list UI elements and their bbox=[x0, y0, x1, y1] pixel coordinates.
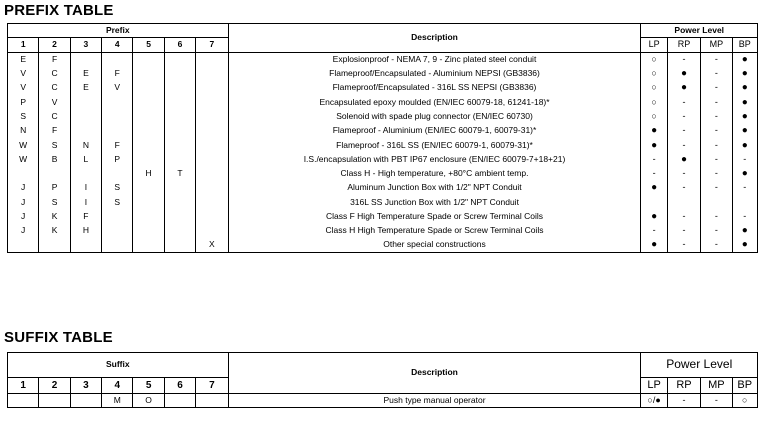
prefix_table-code-cell bbox=[70, 124, 101, 138]
prefix_table-code-cell bbox=[133, 152, 164, 166]
prefix_table-code-cell: V bbox=[8, 81, 39, 95]
prefix_table-code-cell: V bbox=[39, 95, 70, 109]
prefix_table-code-cell bbox=[133, 138, 164, 152]
prefix_table-col-header-6: 6 bbox=[164, 38, 195, 52]
prefix-table-title: PREFIX TABLE bbox=[4, 2, 114, 19]
prefix_table-power-cell-mp: - bbox=[701, 224, 732, 238]
suffix_table-code-cell bbox=[39, 394, 70, 408]
suffix_table-code-cell: O bbox=[133, 394, 164, 408]
table-row bbox=[8, 238, 758, 252]
suffix-power-header: Power Level bbox=[641, 353, 758, 378]
prefix_table-code-cell: J bbox=[8, 195, 39, 209]
suffix-table bbox=[7, 352, 758, 408]
prefix_table-col-header-3: 3 bbox=[70, 38, 101, 52]
prefix_table-power-cell-bp: ● bbox=[732, 138, 757, 152]
suffix_table-power-cell-mp: - bbox=[701, 394, 732, 408]
prefix_table-code-cell: C bbox=[39, 81, 70, 95]
suffix_table-power-col-mp: MP bbox=[701, 378, 732, 394]
prefix_table-code-cell bbox=[133, 210, 164, 224]
prefix_table-description-cell: Flameproof - Aluminium (EN/IEC 60079-1, 60079-31)* bbox=[228, 124, 641, 138]
prefix_table-code-cell bbox=[164, 124, 195, 138]
prefix_table-code-cell: E bbox=[8, 52, 39, 66]
prefix_table-code-cell bbox=[164, 138, 195, 152]
prefix_table-code-cell bbox=[133, 124, 164, 138]
prefix_table-col-header-2: 2 bbox=[39, 38, 70, 52]
table-row bbox=[8, 224, 758, 238]
prefix_table-code-cell: F bbox=[102, 138, 133, 152]
prefix_table-code-cell bbox=[133, 110, 164, 124]
prefix_table-code-cell bbox=[70, 110, 101, 124]
prefix_table-power-cell-bp: ● bbox=[732, 52, 757, 66]
prefix_table-col-header-5: 5 bbox=[133, 38, 164, 52]
prefix_table-power-cell-mp bbox=[701, 195, 732, 209]
prefix_table-code-cell bbox=[164, 181, 195, 195]
prefix_table-code-cell bbox=[102, 95, 133, 109]
prefix-description-header: Description bbox=[228, 24, 641, 53]
prefix_table-code-cell bbox=[133, 181, 164, 195]
prefix_table-power-cell-mp: - bbox=[701, 167, 732, 181]
prefix_table-code-cell: W bbox=[8, 152, 39, 166]
prefix_table-power-cell-bp: ● bbox=[732, 81, 757, 95]
prefix_table-code-cell bbox=[102, 238, 133, 252]
prefix_table-power-cell-lp: ● bbox=[641, 238, 667, 252]
prefix_table-code-cell bbox=[196, 67, 228, 81]
suffix_table-col-header-1: 1 bbox=[8, 378, 39, 394]
prefix_table-power-col-mp: MP bbox=[701, 38, 732, 52]
prefix_table-code-cell bbox=[70, 167, 101, 181]
prefix_table-description-cell: Class F High Temperature Spade or Screw Terminal Coils bbox=[228, 210, 641, 224]
prefix_table-description-cell: Solenoid with spade plug connector (EN/IEC 60730) bbox=[228, 110, 641, 124]
prefix_table-power-cell-lp: ● bbox=[641, 124, 667, 138]
prefix_table-power-cell-lp: - bbox=[641, 152, 667, 166]
prefix_table-code-cell bbox=[164, 210, 195, 224]
table-row bbox=[8, 152, 758, 166]
prefix_table-code-cell bbox=[196, 138, 228, 152]
prefix_table-power-cell-lp: ○ bbox=[641, 110, 667, 124]
prefix_table-code-cell bbox=[102, 124, 133, 138]
prefix_table-power-cell-lp: - bbox=[641, 167, 667, 181]
suffix_table-power-cell-rp: - bbox=[667, 394, 700, 408]
prefix_table-description-cell: Aluminum Junction Box with 1/2" NPT Conduit bbox=[228, 181, 641, 195]
prefix_table-code-cell: H bbox=[70, 224, 101, 238]
prefix_table-description-cell: 316L SS Junction Box with 1/2" NPT Conduit bbox=[228, 195, 641, 209]
prefix_table-code-cell: S bbox=[102, 195, 133, 209]
suffix_table-power-col-rp: RP bbox=[667, 378, 700, 394]
prefix_table-code-cell bbox=[39, 167, 70, 181]
prefix_table-code-cell bbox=[70, 52, 101, 66]
suffix_table-power-col-bp: BP bbox=[732, 378, 757, 394]
prefix-power-header: Power Level bbox=[641, 24, 758, 38]
prefix_table-power-cell-bp: ● bbox=[732, 110, 757, 124]
prefix_table-code-cell: S bbox=[102, 181, 133, 195]
table-row bbox=[8, 95, 758, 109]
prefix_table-code-cell: V bbox=[102, 81, 133, 95]
prefix_table-code-cell: S bbox=[39, 195, 70, 209]
prefix_table-code-cell bbox=[102, 52, 133, 66]
prefix_table-power-cell-bp: ● bbox=[732, 95, 757, 109]
suffix_table-code-cell bbox=[8, 394, 39, 408]
prefix_table-code-cell: F bbox=[39, 124, 70, 138]
prefix_table-power-cell-lp: - bbox=[641, 224, 667, 238]
suffix_table-col-header-7: 7 bbox=[196, 378, 228, 394]
prefix_table-code-cell bbox=[196, 195, 228, 209]
suffix_table-col-header-4: 4 bbox=[102, 378, 133, 394]
table-row bbox=[8, 124, 758, 138]
prefix_table-description-cell: I.S./encapsulation with PBT IP67 enclosure (EN/IEC 60079-7+18+21) bbox=[228, 152, 641, 166]
prefix_table-code-cell: P bbox=[8, 95, 39, 109]
prefix_table-code-cell bbox=[196, 181, 228, 195]
prefix_table-code-cell bbox=[164, 195, 195, 209]
prefix_table-power-cell-bp bbox=[732, 195, 757, 209]
prefix_table-code-cell bbox=[39, 238, 70, 252]
prefix_table-power-cell-rp: - bbox=[667, 110, 700, 124]
prefix_table-code-cell bbox=[164, 95, 195, 109]
prefix_table-power-cell-lp: ○ bbox=[641, 81, 667, 95]
prefix_table-code-cell: C bbox=[39, 67, 70, 81]
prefix-table bbox=[7, 23, 758, 253]
prefix_table-power-col-rp: RP bbox=[667, 38, 700, 52]
prefix_table-power-cell-rp: - bbox=[667, 210, 700, 224]
prefix_table-power-cell-mp: - bbox=[701, 181, 732, 195]
prefix_table-col-header-4: 4 bbox=[102, 38, 133, 52]
suffix_table-col-header-6: 6 bbox=[164, 378, 195, 394]
prefix_table-code-cell: F bbox=[102, 67, 133, 81]
prefix_table-code-cell bbox=[164, 67, 195, 81]
suffix_table-col-header-5: 5 bbox=[133, 378, 164, 394]
prefix_table-code-cell: F bbox=[39, 52, 70, 66]
prefix_table-code-cell bbox=[164, 110, 195, 124]
prefix_table-code-cell bbox=[196, 124, 228, 138]
prefix_table-code-cell: E bbox=[70, 81, 101, 95]
prefix_table-power-cell-mp: - bbox=[701, 95, 732, 109]
prefix_table-code-cell: N bbox=[70, 138, 101, 152]
prefix_table-code-cell: F bbox=[70, 210, 101, 224]
table-row bbox=[8, 210, 758, 224]
prefix_table-power-cell-mp: - bbox=[701, 238, 732, 252]
table-row bbox=[8, 394, 758, 408]
prefix_table-code-cell bbox=[196, 52, 228, 66]
prefix_table-code-cell bbox=[164, 224, 195, 238]
prefix_table-power-cell-lp: ○ bbox=[641, 95, 667, 109]
table-row bbox=[8, 138, 758, 152]
prefix_table-power-cell-bp: ● bbox=[732, 67, 757, 81]
prefix_table-code-cell: C bbox=[39, 110, 70, 124]
prefix_table-description-cell: Encapsulated epoxy moulded (EN/IEC 60079-18, 61241-18)* bbox=[228, 95, 641, 109]
prefix_table-description-cell: Explosionproof - NEMA 7, 9 - Zinc plated steel conduit bbox=[228, 52, 641, 66]
prefix_table-power-col-bp: BP bbox=[732, 38, 757, 52]
prefix_table-code-cell: V bbox=[8, 67, 39, 81]
prefix_table-power-cell-bp: ● bbox=[732, 167, 757, 181]
suffix-description-header: Description bbox=[228, 353, 641, 394]
prefix_table-power-cell-mp: - bbox=[701, 81, 732, 95]
prefix_table-code-cell: B bbox=[39, 152, 70, 166]
suffix_table-power-cell-bp: ○ bbox=[732, 394, 757, 408]
prefix_table-code-cell: J bbox=[8, 210, 39, 224]
suffix_table-col-header-3: 3 bbox=[70, 378, 101, 394]
prefix_table-code-cell: P bbox=[39, 181, 70, 195]
prefix_table-power-cell-rp: ● bbox=[667, 152, 700, 166]
prefix_table-power-cell-bp: - bbox=[732, 210, 757, 224]
prefix_table-description-cell: Flameproof - 316L SS (EN/IEC 60079-1, 60079-31)* bbox=[228, 138, 641, 152]
prefix_table-code-cell bbox=[164, 52, 195, 66]
prefix_table-description-cell: Flameproof/Encapsulated - Aluminium NEPSI (GB3836) bbox=[228, 67, 641, 81]
prefix_table-code-cell bbox=[102, 210, 133, 224]
prefix_table-description-cell: Other special constructions bbox=[228, 238, 641, 252]
prefix_table-power-cell-mp: - bbox=[701, 152, 732, 166]
prefix_table-code-cell: K bbox=[39, 210, 70, 224]
prefix_table-code-cell: P bbox=[102, 152, 133, 166]
suffix_table-power-cell-lp: ○/● bbox=[641, 394, 667, 408]
prefix_table-power-cell-lp: ○ bbox=[641, 67, 667, 81]
prefix_table-code-cell bbox=[133, 52, 164, 66]
prefix_table-power-cell-lp: ○ bbox=[641, 52, 667, 66]
prefix_table-code-cell: X bbox=[196, 238, 228, 252]
prefix_table-code-cell bbox=[8, 167, 39, 181]
prefix_table-description-cell: Class H High Temperature Spade or Screw Terminal Coils bbox=[228, 224, 641, 238]
prefix_table-code-cell: N bbox=[8, 124, 39, 138]
prefix_table-code-cell bbox=[102, 224, 133, 238]
prefix_table-power-cell-rp bbox=[667, 195, 700, 209]
prefix_table-power-cell-mp: - bbox=[701, 67, 732, 81]
suffix_table-code-cell: M bbox=[102, 394, 133, 408]
prefix_table-code-cell bbox=[133, 95, 164, 109]
table-row bbox=[8, 67, 758, 81]
prefix_table-power-cell-rp: - bbox=[667, 138, 700, 152]
table-row bbox=[8, 181, 758, 195]
prefix_table-power-cell-mp: - bbox=[701, 52, 732, 66]
prefix_table-power-cell-lp: ● bbox=[641, 181, 667, 195]
prefix_table-code-cell bbox=[196, 224, 228, 238]
prefix_table-power-cell-rp: - bbox=[667, 167, 700, 181]
prefix_table-code-cell: K bbox=[39, 224, 70, 238]
prefix_table-power-cell-lp: ● bbox=[641, 210, 667, 224]
prefix_table-code-cell bbox=[196, 81, 228, 95]
prefix_table-power-col-lp: LP bbox=[641, 38, 667, 52]
prefix_table-code-cell bbox=[196, 110, 228, 124]
table-row bbox=[8, 52, 758, 66]
prefix_table-code-cell bbox=[70, 95, 101, 109]
table-row bbox=[8, 167, 758, 181]
suffix_table-description-cell: Push type manual operator bbox=[228, 394, 641, 408]
prefix_table-code-cell bbox=[102, 167, 133, 181]
prefix_table-code-cell bbox=[196, 95, 228, 109]
prefix_table-code-cell: T bbox=[164, 167, 195, 181]
prefix_table-code-cell bbox=[164, 81, 195, 95]
prefix_table-power-cell-mp: - bbox=[701, 138, 732, 152]
prefix_table-code-cell: I bbox=[70, 181, 101, 195]
suffix-table-title: SUFFIX TABLE bbox=[4, 329, 113, 346]
prefix_table-code-cell: J bbox=[8, 181, 39, 195]
prefix_table-code-cell bbox=[196, 210, 228, 224]
prefix_table-power-cell-rp: ● bbox=[667, 81, 700, 95]
prefix_table-power-cell-rp: - bbox=[667, 224, 700, 238]
prefix_table-code-cell bbox=[133, 238, 164, 252]
prefix_table-code-cell: E bbox=[70, 67, 101, 81]
prefix_table-power-cell-lp: ● bbox=[641, 138, 667, 152]
prefix_table-code-cell bbox=[102, 110, 133, 124]
prefix_table-power-cell-rp: - bbox=[667, 238, 700, 252]
suffix-group-header: Suffix bbox=[8, 353, 229, 378]
prefix_table-power-cell-lp bbox=[641, 195, 667, 209]
prefix_table-power-cell-rp: - bbox=[667, 124, 700, 138]
prefix_table-code-cell: H bbox=[133, 167, 164, 181]
prefix_table-code-cell bbox=[133, 224, 164, 238]
prefix_table-code-cell bbox=[196, 167, 228, 181]
prefix_table-power-cell-rp: - bbox=[667, 52, 700, 66]
prefix_table-description-cell: Class H - High temperature, +80°C ambient temp. bbox=[228, 167, 641, 181]
suffix_table-power-col-lp: LP bbox=[641, 378, 667, 394]
prefix_table-description-cell: Flameproof/Encapsulated - 316L SS NEPSI (GB3836) bbox=[228, 81, 641, 95]
prefix_table-power-cell-mp: - bbox=[701, 110, 732, 124]
prefix_table-code-cell: I bbox=[70, 195, 101, 209]
prefix-group-header: Prefix bbox=[8, 24, 229, 38]
prefix_table-col-header-7: 7 bbox=[196, 38, 228, 52]
table-row bbox=[8, 110, 758, 124]
prefix_table-power-cell-rp: ● bbox=[667, 67, 700, 81]
prefix_table-code-cell bbox=[196, 152, 228, 166]
prefix_table-power-cell-rp: - bbox=[667, 95, 700, 109]
prefix_table-code-cell: L bbox=[70, 152, 101, 166]
prefix_table-code-cell bbox=[133, 67, 164, 81]
prefix_table-power-cell-bp: ● bbox=[732, 238, 757, 252]
prefix_table-power-cell-mp: - bbox=[701, 210, 732, 224]
prefix_table-code-cell bbox=[133, 81, 164, 95]
table-row bbox=[8, 81, 758, 95]
prefix_table-code-cell bbox=[164, 238, 195, 252]
prefix_table-code-cell bbox=[70, 238, 101, 252]
prefix_table-col-header-1: 1 bbox=[8, 38, 39, 52]
prefix_table-power-cell-bp: ● bbox=[732, 224, 757, 238]
suffix_table-code-cell bbox=[196, 394, 228, 408]
prefix_table-power-cell-bp: - bbox=[732, 152, 757, 166]
prefix_table-power-cell-bp: ● bbox=[732, 124, 757, 138]
suffix_table-col-header-2: 2 bbox=[39, 378, 70, 394]
prefix_table-code-cell bbox=[133, 195, 164, 209]
prefix_table-code-cell bbox=[164, 152, 195, 166]
suffix_table-code-cell bbox=[70, 394, 101, 408]
prefix_table-code-cell: S bbox=[39, 138, 70, 152]
suffix_table-code-cell bbox=[164, 394, 195, 408]
prefix_table-power-cell-mp: - bbox=[701, 124, 732, 138]
prefix_table-code-cell: S bbox=[8, 110, 39, 124]
prefix_table-power-cell-bp: - bbox=[732, 181, 757, 195]
prefix_table-code-cell: W bbox=[8, 138, 39, 152]
table-row bbox=[8, 195, 758, 209]
prefix_table-code-cell bbox=[8, 238, 39, 252]
prefix_table-power-cell-rp: - bbox=[667, 181, 700, 195]
prefix_table-code-cell: J bbox=[8, 224, 39, 238]
